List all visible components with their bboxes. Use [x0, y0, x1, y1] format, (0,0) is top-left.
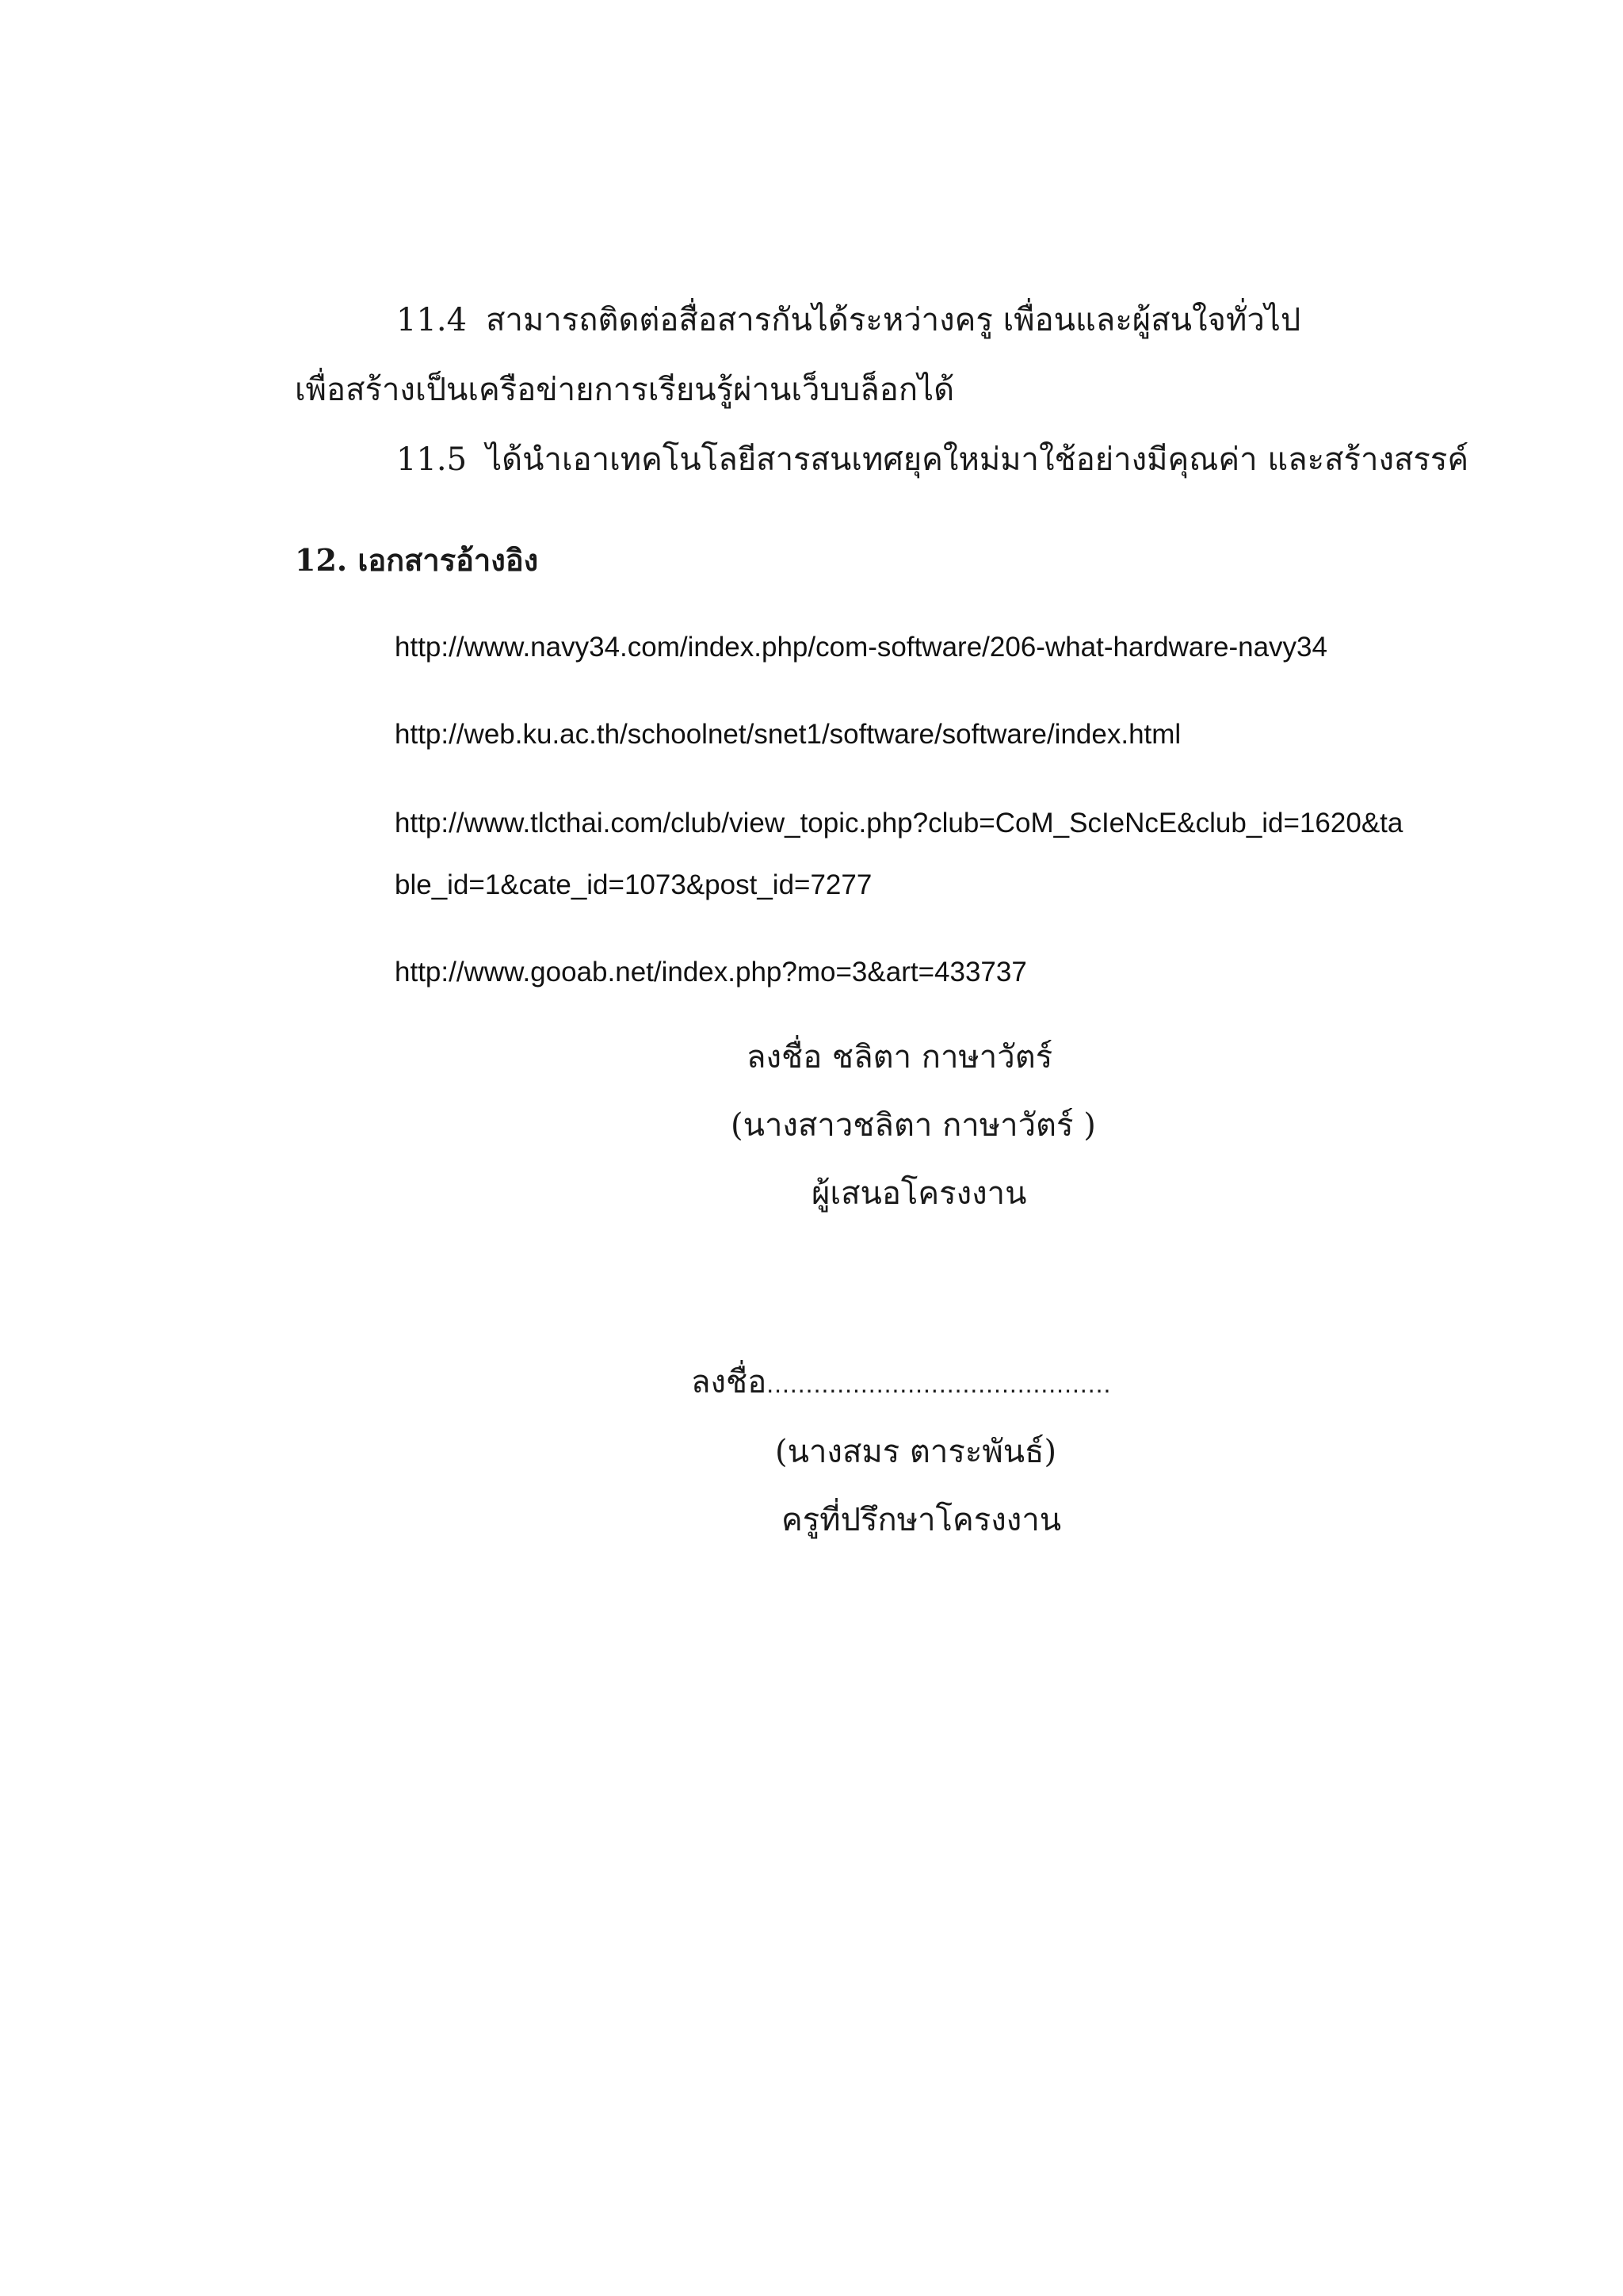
proposer-signature: ลงชื่อ ชลิตา กาษาวัตร์ [747, 1039, 1053, 1075]
item-number: 11.4 [396, 302, 468, 338]
reference-link-continuation[interactable]: ble_id=1&cate_id=1073&post_id=7277 [395, 869, 873, 900]
proposer-role: ผู้เสนอโครงงาน [812, 1175, 1027, 1212]
advisor-role: ครูที่ปรึกษาโครงงาน [781, 1502, 1062, 1538]
reference-link[interactable]: http://www.gooab.net/index.php?mo=3&art=433737 [395, 957, 1027, 988]
proposer-name: (นางสาวชลิตา กาษาวัตร์ ) [731, 1107, 1096, 1144]
signature-dotted-line: ............................................ [766, 1370, 1112, 1398]
advisor-sign-label: ลงชื่อ [691, 1364, 767, 1400]
reference-link[interactable]: http://web.ku.ac.th/schoolnet/snet1/software/software/index.html [395, 719, 1182, 750]
advisor-signature [691, 1363, 1111, 1401]
item-text: ได้นำเอาเทคโนโลยีสารสนเทศยุคใหม่มาใช้อย่างมีคุณค่า และสร้างสรรค์ [486, 441, 1469, 478]
reference-link[interactable]: http://www.navy34.com/index.php/com-software/206-what-hardware-navy34 [395, 632, 1327, 663]
item-11-4-continuation: เพื่อสร้างเป็นเครือข่ายการเรียนรู้ผ่านเว็บบล็อกได้ [295, 372, 955, 408]
item-11-5 [396, 441, 1468, 479]
item-number: 11.5 [396, 441, 468, 478]
advisor-name: (นางสมร ตาระพันธ์) [775, 1434, 1057, 1470]
references-heading: 12. เอกสารอ้างอิง [295, 542, 539, 578]
reference-link[interactable]: http://www.tlcthai.com/club/view_topic.php?club=CoM_ScIeNcE&club_id=1620&ta [395, 808, 1403, 839]
item-11-4 [396, 301, 1300, 339]
item-text: สามารถติดต่อสื่อสารกันได้ระหว่างครู เพื่อนและผู้สนใจทั่วไป [486, 302, 1301, 338]
